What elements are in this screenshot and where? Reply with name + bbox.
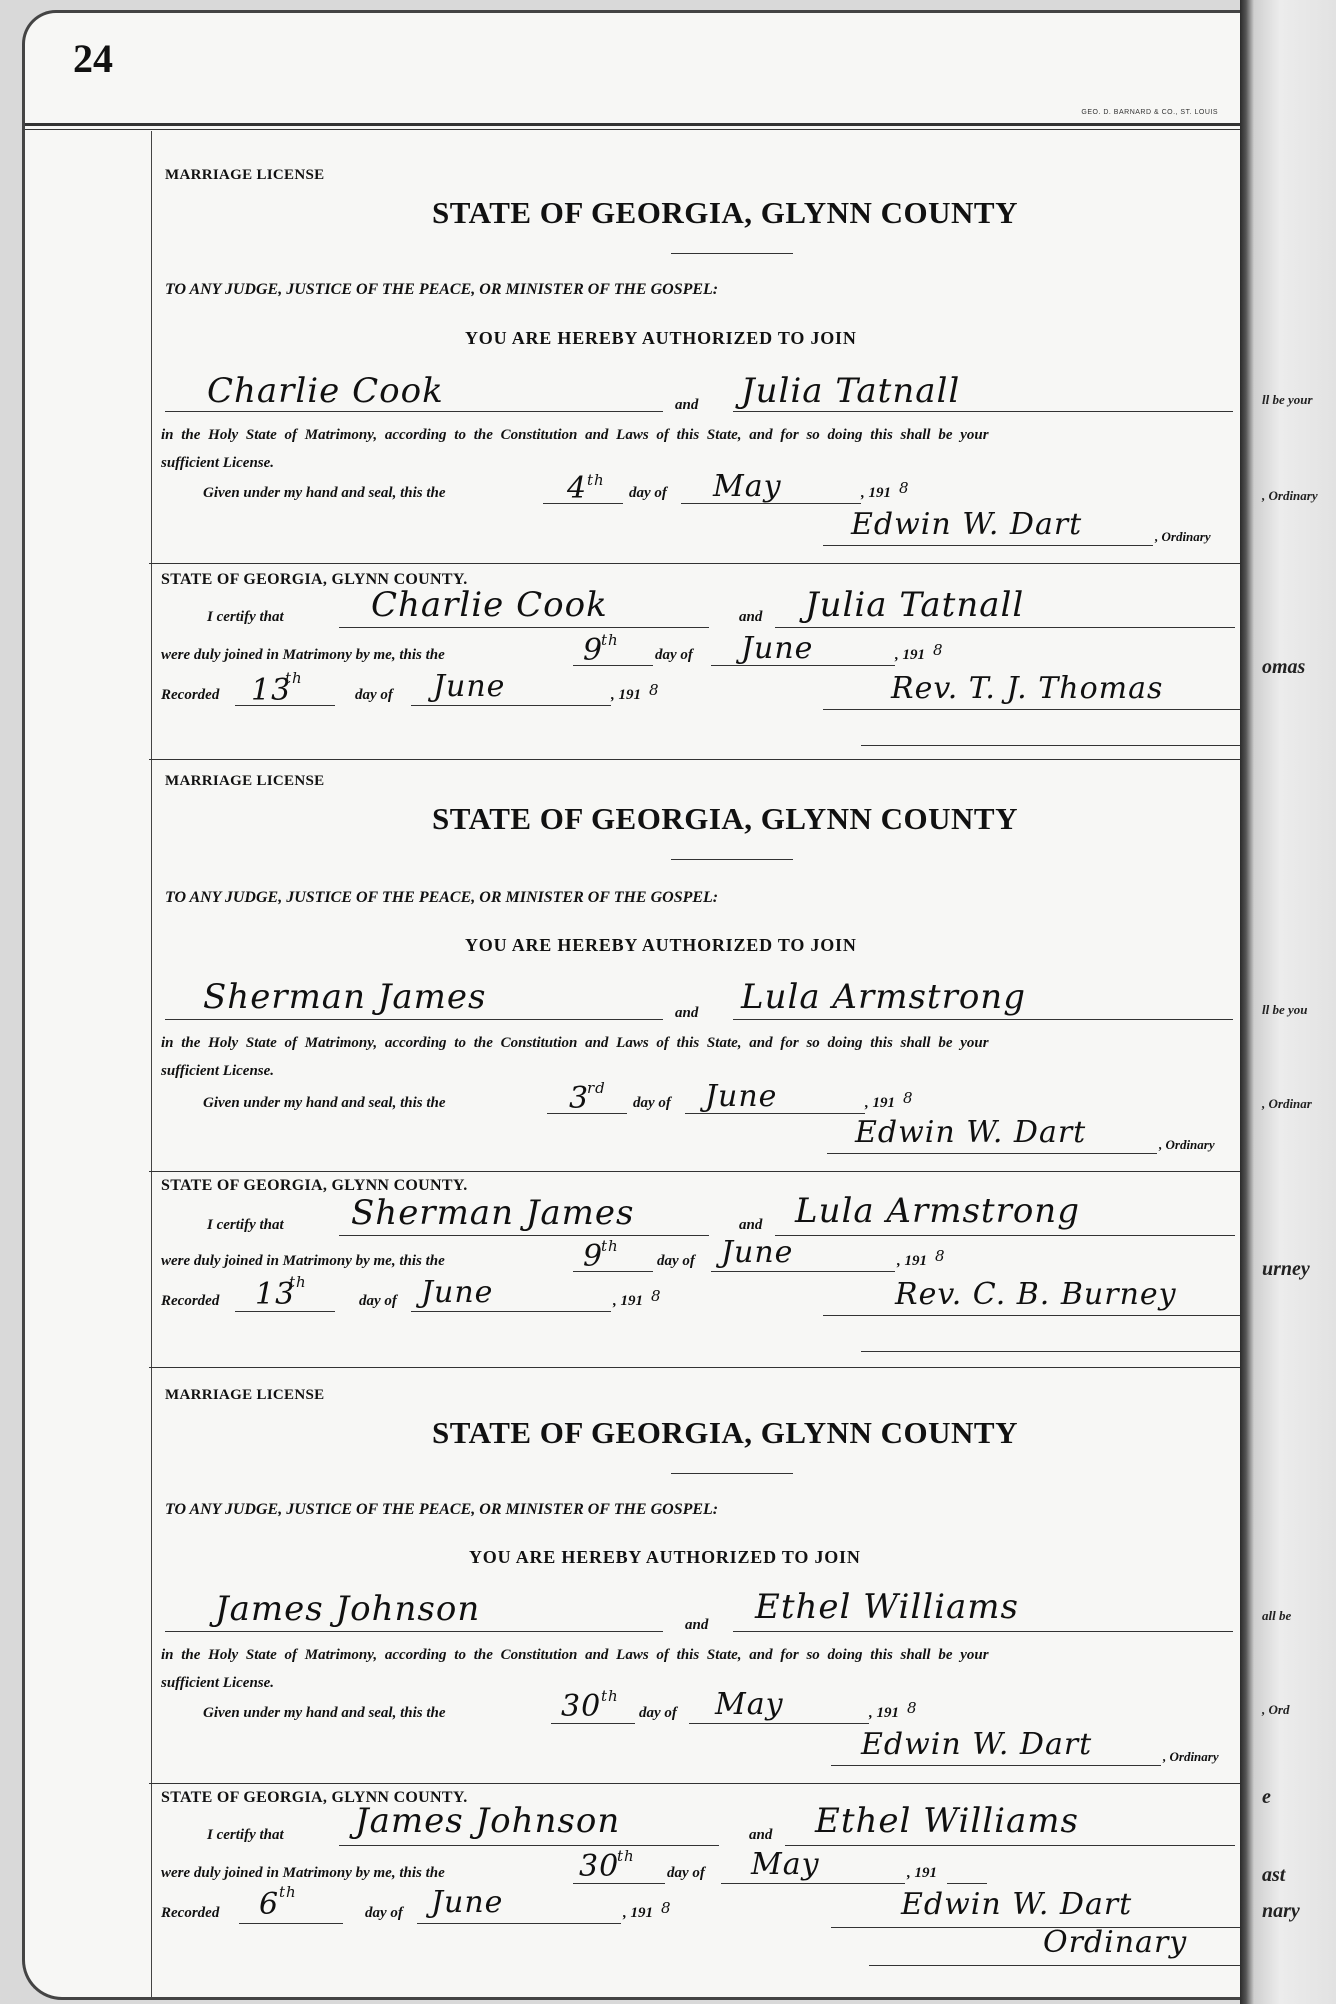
year-label: , 191 — [613, 1293, 643, 1309]
year-label: , 191 — [623, 1905, 653, 1921]
given-month: June — [705, 1079, 778, 1114]
license-title: STATE OF GEORGIA, GLYNN COUNTY — [431, 1415, 1018, 1450]
cert-groom-name: Sherman James — [351, 1193, 635, 1233]
joined-month: June — [741, 631, 814, 666]
groom-line — [165, 1019, 663, 1020]
joined-year: 8 — [933, 641, 944, 659]
authorized-line: YOU ARE HEREBY AUTHORIZED TO JOIN — [465, 935, 857, 955]
duly-joined-text: were duly joined in Matrimony by me, this the — [161, 647, 445, 663]
license-separator — [149, 759, 1240, 760]
recorded-day-suffix: th — [289, 1273, 307, 1291]
ordinary-label: , Ordinary — [1155, 529, 1211, 544]
joined-month-line — [721, 1883, 905, 1884]
marriage-license-label: MARRIAGE LICENSE — [165, 1387, 325, 1403]
sufficient-license-text: sufficient License. — [161, 1063, 275, 1079]
year-label: , 191 — [869, 1705, 899, 1721]
ledger-page — [22, 10, 1240, 2000]
cert-groom-line — [339, 627, 709, 628]
margin-rule — [151, 131, 152, 1997]
adjacent-page-fragment: , Ord — [1262, 1702, 1290, 1717]
and-label: and — [675, 397, 699, 413]
officiant-line — [823, 1315, 1240, 1316]
joined-month-line — [711, 665, 895, 666]
officiant-signature: Rev. T. J. Thomas — [891, 671, 1164, 706]
recorded-month: June — [421, 1275, 494, 1310]
given-day: 30 — [561, 1689, 602, 1724]
cert-groom-line — [339, 1845, 719, 1846]
recorded-year: 8 — [651, 1287, 662, 1305]
sufficient-license-text: sufficient License. — [161, 1675, 275, 1691]
officiant-signature: Edwin W. Dart — [901, 1887, 1133, 1922]
given-day-line — [551, 1723, 635, 1724]
ordinary-signature: Edwin W. Dart — [861, 1727, 1093, 1762]
given-month-line — [685, 1113, 865, 1114]
ordinary-signature: Edwin W. Dart — [851, 507, 1083, 542]
ordinary-line — [823, 545, 1153, 546]
page-number: 24 — [73, 36, 113, 81]
license-title: STATE OF GEORGIA, GLYNN COUNTY — [431, 195, 1018, 230]
and-label: and — [749, 1827, 773, 1843]
joined-day: 30 — [579, 1849, 620, 1884]
joined-month-line — [711, 1271, 895, 1272]
joined-day: 9 — [583, 633, 604, 668]
joined-year-line — [947, 1883, 987, 1884]
day-of-label: day of — [639, 1705, 677, 1721]
officiant-title: Ordinary — [1043, 1925, 1188, 1960]
given-month-line — [689, 1723, 869, 1724]
given-year: 8 — [899, 479, 910, 497]
ordinary-label: , Ordinary — [1159, 1137, 1215, 1152]
joined-day: 9 — [583, 1239, 604, 1274]
year-label: , 191 — [897, 1253, 927, 1269]
certificate-heading: STATE OF GEORGIA, GLYNN COUNTY. — [161, 1177, 468, 1194]
license-title: STATE OF GEORGIA, GLYNN COUNTY — [431, 801, 1018, 836]
duly-joined-text: were duly joined in Matrimony by me, this the — [161, 1865, 445, 1881]
authorized-line: YOU ARE HEREBY AUTHORIZED TO JOIN — [469, 1547, 861, 1567]
cert-bride-line — [775, 1235, 1235, 1236]
recorded-label: Recorded — [161, 687, 220, 703]
bride-line — [733, 1631, 1233, 1632]
cert-bride-name: Ethel Williams — [815, 1801, 1079, 1841]
groom-name: James Johnson — [215, 1589, 481, 1629]
joined-day-suffix: th — [601, 1237, 619, 1255]
bride-name: Ethel Williams — [755, 1587, 1019, 1627]
marriage-license-label: MARRIAGE LICENSE — [165, 167, 325, 183]
joined-day-suffix: th — [601, 631, 619, 649]
title-rule — [671, 859, 793, 860]
and-label: and — [675, 1005, 699, 1021]
address-line: TO ANY JUDGE, JUSTICE OF THE PEACE, OR MINISTER OF THE GOSPEL: — [165, 889, 719, 906]
certificate-heading: STATE OF GEORGIA, GLYNN COUNTY. — [161, 1789, 468, 1806]
given-day-suffix: th — [587, 471, 605, 489]
given-day-suffix: th — [601, 1687, 619, 1705]
adjacent-page-fragment: all be — [1262, 1608, 1292, 1623]
recorded-day-suffix: th — [279, 1883, 297, 1901]
recorded-day: 13 — [255, 1277, 296, 1312]
recorded-label: Recorded — [161, 1293, 220, 1309]
given-year: 8 — [907, 1699, 918, 1717]
recorded-day-of-label: day of — [365, 1905, 403, 1921]
recorded-day-suffix: th — [285, 669, 303, 687]
bride-name: Lula Armstrong — [741, 977, 1026, 1017]
certificate-heading: STATE OF GEORGIA, GLYNN COUNTY. — [161, 571, 468, 588]
duly-joined-text: were duly joined in Matrimony by me, this the — [161, 1253, 445, 1269]
recorded-day-of-label: day of — [355, 687, 393, 703]
title-rule — [671, 253, 793, 254]
holy-state-text: in the Holy State of Matrimony, according to the Constitution and Laws of this State, and for so doing this shall be your — [161, 1647, 989, 1663]
signature-line — [861, 745, 1240, 746]
section-rule — [149, 1171, 1240, 1172]
cert-groom-line — [339, 1235, 709, 1236]
recorded-month-line — [411, 705, 611, 706]
given-month-line — [681, 503, 861, 504]
adjacent-page-fragment: , Ordinar — [1262, 1096, 1312, 1111]
adjacent-page-fragment: ll be your — [1262, 392, 1313, 407]
cert-bride-line — [775, 627, 1235, 628]
adjacent-page-fragment: e — [1262, 1786, 1271, 1808]
certify-text: I certify that — [207, 1827, 284, 1843]
cert-groom-name: Charlie Cook — [371, 585, 608, 625]
adjacent-page-fragment: omas — [1262, 656, 1306, 678]
year-label: , 191 — [861, 485, 891, 501]
recorded-day-of-label: day of — [359, 1293, 397, 1309]
year-label: , 191 — [865, 1095, 895, 1111]
groom-line — [165, 411, 663, 412]
ordinary-line — [827, 1153, 1157, 1154]
adjacent-page-edge — [1240, 0, 1336, 2004]
holy-state-text: in the Holy State of Matrimony, according to the Constitution and Laws of this State, and for so doing this shall be your — [161, 1035, 989, 1051]
given-month: May — [715, 1687, 784, 1722]
recorded-month-line — [417, 1923, 621, 1924]
joined-month: May — [751, 1847, 820, 1882]
recorded-day-line — [239, 1923, 343, 1924]
given-day-line — [547, 1113, 627, 1114]
cert-bride-line — [785, 1845, 1235, 1846]
given-under-text: Given under my hand and seal, this the — [203, 1095, 446, 1111]
license-separator — [149, 1367, 1240, 1368]
recorded-year: 8 — [649, 681, 660, 699]
day-of-label: day of — [655, 647, 693, 663]
address-line: TO ANY JUDGE, JUSTICE OF THE PEACE, OR MINISTER OF THE GOSPEL: — [165, 281, 719, 298]
certify-text: I certify that — [207, 609, 284, 625]
bride-line — [733, 1019, 1233, 1020]
recorded-month: June — [431, 1885, 504, 1920]
bride-name: Julia Tatnall — [741, 371, 961, 411]
cert-bride-name: Julia Tatnall — [805, 585, 1025, 625]
officiant-line — [823, 709, 1240, 710]
and-label: and — [685, 1617, 709, 1633]
recorded-day-line — [235, 1311, 335, 1312]
recorded-month: June — [433, 669, 506, 704]
adjacent-page-fragment: urney — [1262, 1258, 1310, 1280]
address-line: TO ANY JUDGE, JUSTICE OF THE PEACE, OR MINISTER OF THE GOSPEL: — [165, 1501, 719, 1518]
header-rule — [25, 123, 1240, 130]
joined-day-line — [573, 665, 653, 666]
given-day: 3 — [569, 1081, 590, 1116]
recorded-label: Recorded — [161, 1905, 220, 1921]
recorded-day-line — [235, 705, 335, 706]
day-of-label: day of — [629, 485, 667, 501]
adjacent-page-fragment: , Ordinary — [1262, 488, 1318, 503]
recorded-day: 13 — [251, 673, 292, 708]
holy-state-text: in the Holy State of Matrimony, according to the Constitution and Laws of this State, and for so doing this shall be your — [161, 427, 989, 443]
adjacent-page-fragment: nary — [1262, 1900, 1300, 1922]
given-day-line — [543, 503, 623, 504]
ordinary-signature: Edwin W. Dart — [855, 1115, 1087, 1150]
joined-month: June — [721, 1235, 794, 1270]
given-day-suffix: rd — [587, 1079, 606, 1097]
adjacent-page-fragment: ast — [1262, 1864, 1286, 1886]
joined-day-line — [573, 1271, 653, 1272]
adjacent-page-fragment: ll be you — [1262, 1002, 1308, 1017]
and-label: and — [739, 609, 763, 625]
authorized-line: YOU ARE HEREBY AUTHORIZED TO JOIN — [465, 328, 857, 348]
signature-line — [861, 1351, 1240, 1352]
ordinary-line — [831, 1765, 1161, 1766]
given-day: 4 — [567, 471, 588, 506]
cert-bride-name: Lula Armstrong — [795, 1191, 1080, 1231]
groom-name: Sherman James — [203, 977, 487, 1017]
joined-year: 8 — [935, 1247, 946, 1265]
year-label: , 191 — [907, 1865, 937, 1881]
marriage-license-label: MARRIAGE LICENSE — [165, 773, 325, 789]
cert-groom-name: James Johnson — [355, 1801, 621, 1841]
given-year: 8 — [903, 1089, 914, 1107]
given-month: May — [713, 469, 782, 504]
recorded-year: 8 — [661, 1899, 672, 1917]
section-rule — [149, 563, 1240, 564]
joined-day-line — [573, 1883, 665, 1884]
bride-line — [733, 411, 1233, 412]
recorded-month-line — [411, 1311, 611, 1312]
given-under-text: Given under my hand and seal, this the — [203, 1705, 446, 1721]
day-of-label: day of — [667, 1865, 705, 1881]
printer-mark: GEO. D. BARNARD & CO., ST. LOUIS — [1081, 109, 1218, 116]
ordinary-label: , Ordinary — [1163, 1749, 1219, 1764]
joined-day-suffix: th — [617, 1847, 635, 1865]
and-label: and — [739, 1217, 763, 1233]
year-label: , 191 — [895, 647, 925, 663]
year-label: , 191 — [611, 687, 641, 703]
sufficient-license-text: sufficient License. — [161, 455, 275, 471]
section-rule — [149, 1783, 1240, 1784]
officiant-signature: Rev. C. B. Burney — [895, 1277, 1177, 1312]
signature-line — [869, 1965, 1240, 1966]
title-rule — [671, 1473, 793, 1474]
day-of-label: day of — [633, 1095, 671, 1111]
given-under-text: Given under my hand and seal, this the — [203, 485, 446, 501]
certify-text: I certify that — [207, 1217, 284, 1233]
recorded-day: 6 — [259, 1887, 280, 1922]
day-of-label: day of — [657, 1253, 695, 1269]
groom-line — [165, 1631, 663, 1632]
groom-name: Charlie Cook — [207, 371, 444, 411]
